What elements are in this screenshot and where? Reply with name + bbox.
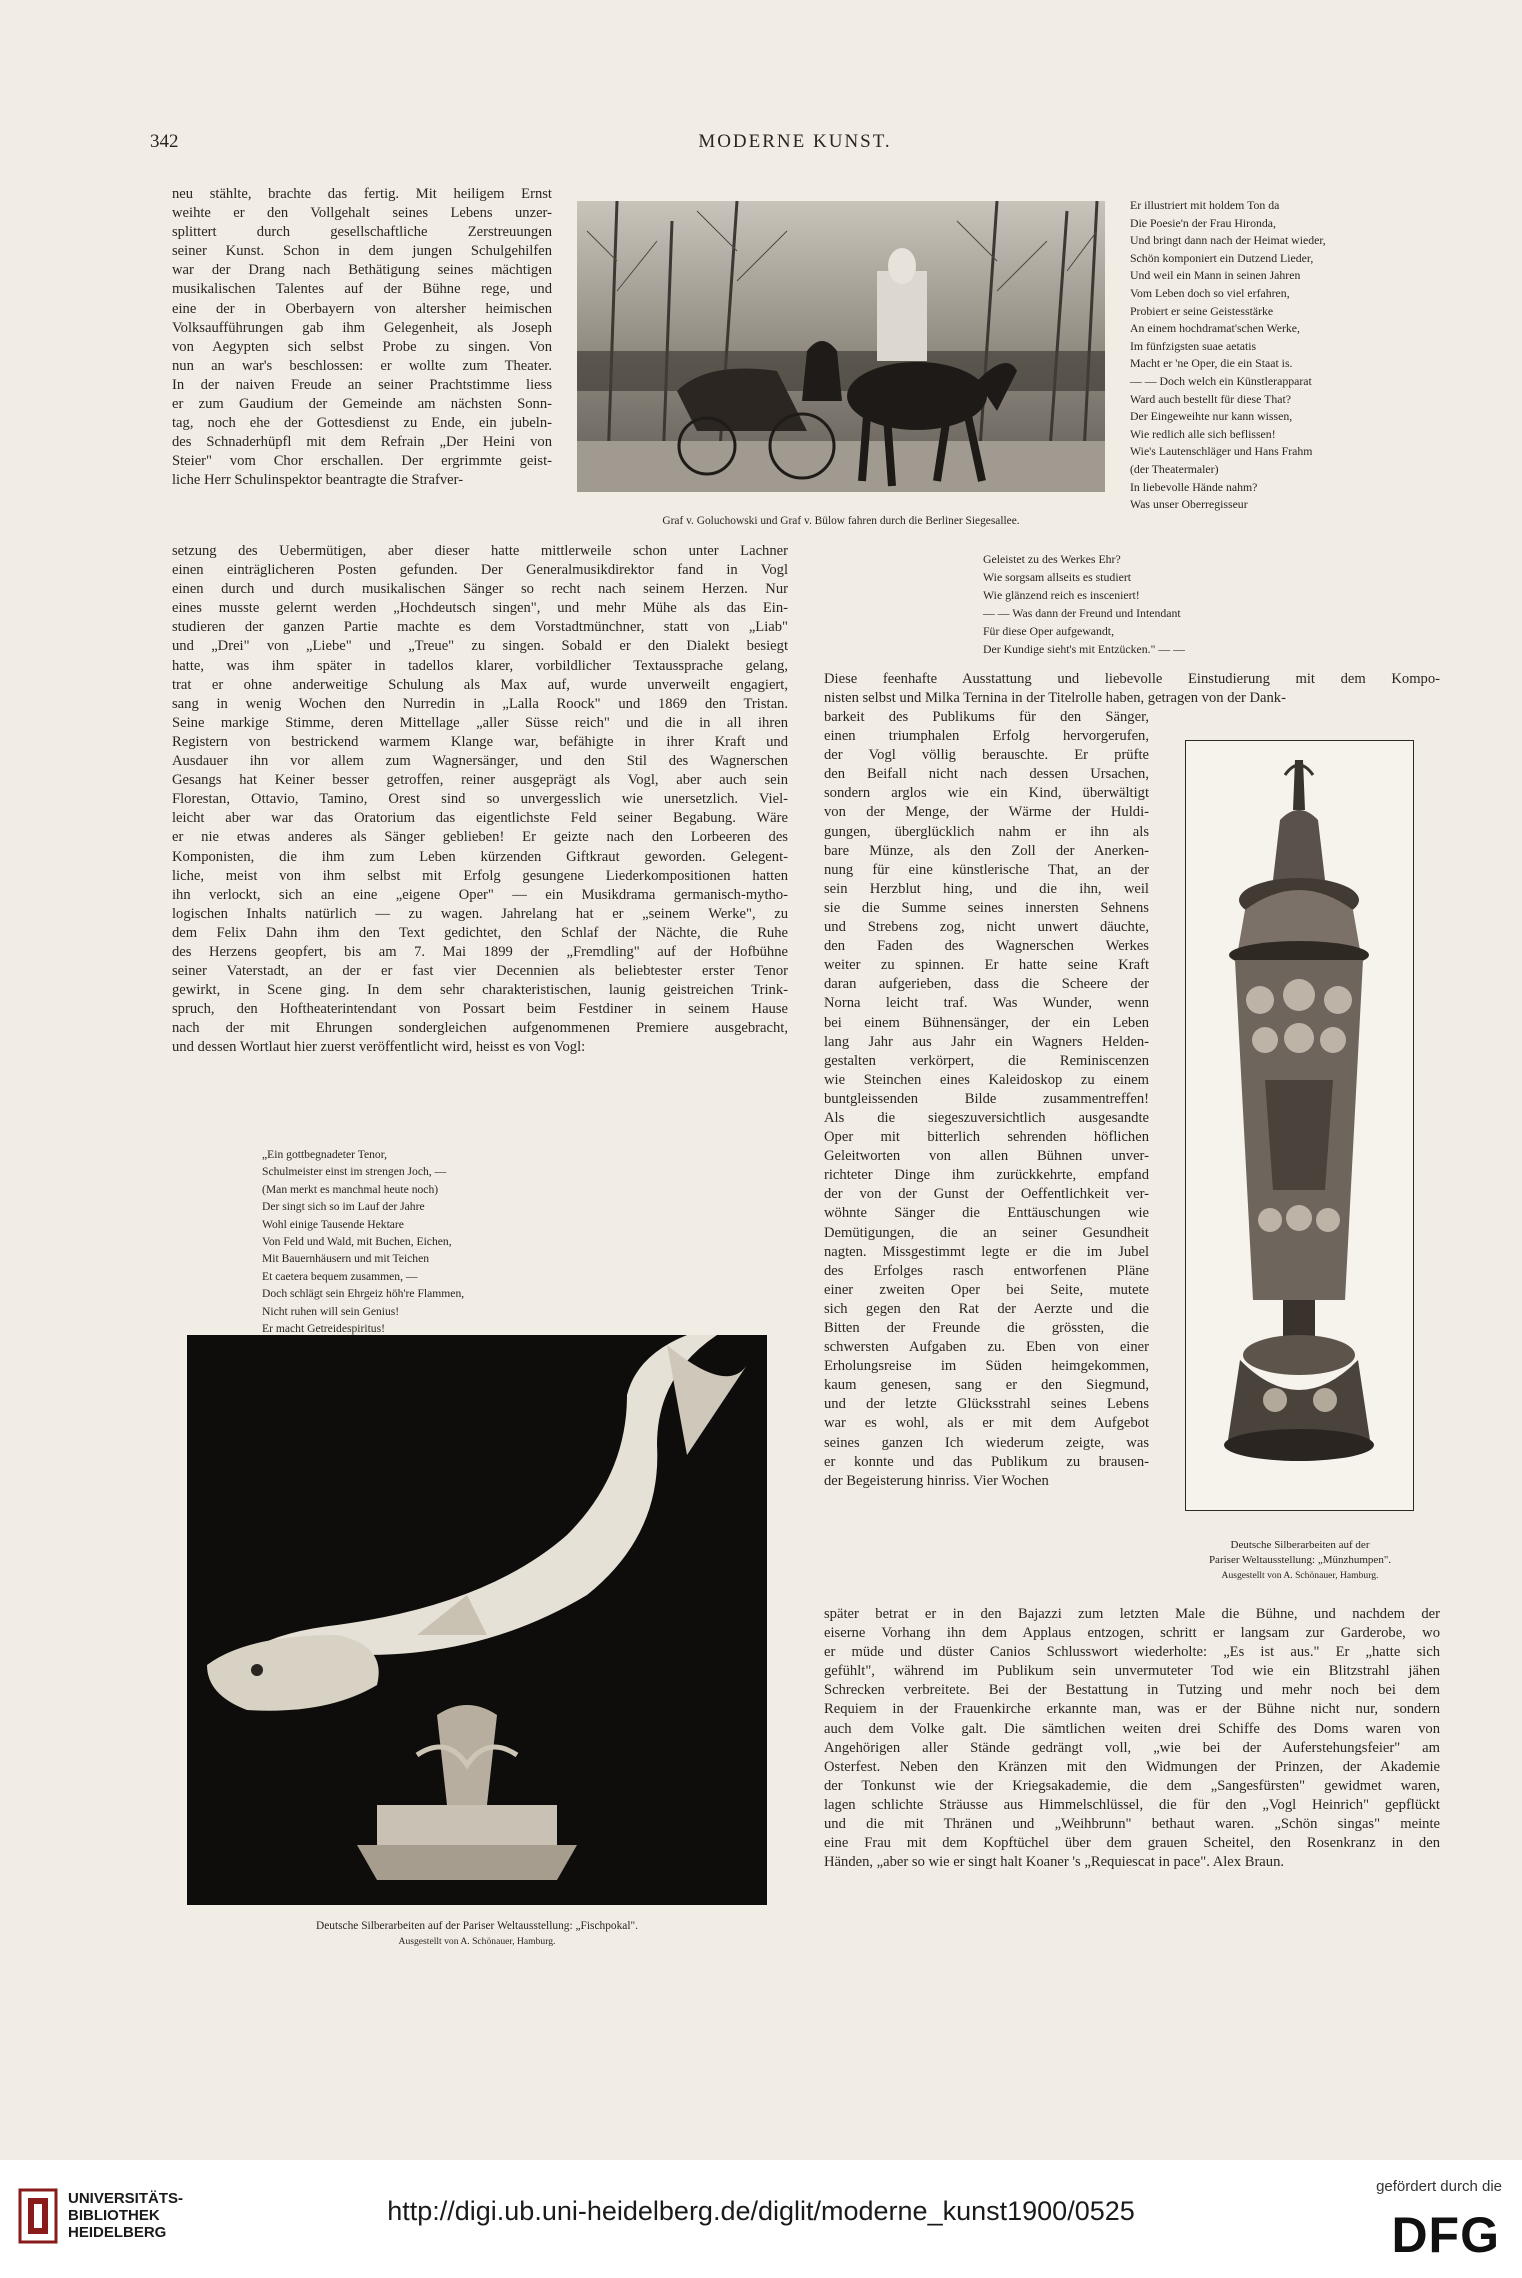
- goblet-illustration: [1185, 740, 1414, 1511]
- page-header: [150, 131, 1440, 161]
- text-line: eine der in Oberbayern von altersher heimischen: [172, 300, 552, 317]
- text-line: er nie etwas anderes als Sänger geblieben! Er geizte nach den Lorbeeren des: [172, 829, 788, 846]
- dfg-logo: DFG: [1391, 2207, 1500, 2263]
- text-line: Wohl einige Tausende Hektare: [262, 1217, 404, 1231]
- text-line: und dessen Wortlaut hier zuerst veröffentlicht wird, heisst es von Vogl:: [172, 1039, 586, 1056]
- text-line: einen einträglicheren Posten gefunden. Der Generalmusikdirektor fand in Vogl: [172, 562, 788, 579]
- text-line: neu stählte, brachte das fertig. Mit heiligem Ernst: [172, 186, 552, 202]
- poem-right-top: [1130, 197, 1430, 514]
- text-line: Diese feenhafte Ausstattung und liebevolle Einstudierung mit dem Kompo-: [824, 671, 1440, 687]
- photo-carriage-caption: Graf v. Goluchowski und Graf v. Bülow fahren durch die Berliner Siegesallee.: [662, 515, 1020, 527]
- text-line: von Aegypten sich selbst Probe zu singen. Von: [172, 338, 552, 355]
- library-line2: BIBLIOTHEK: [68, 2207, 160, 2224]
- text-line: den Beifall nicht nach dessen Ursachen,: [824, 766, 1149, 783]
- text-line: sang in wenig Wochen den Nurredin in „Lalla Roock" und 1869 den Tristan.: [172, 695, 788, 712]
- text-line: Registern von bestrickend warmem Klange war, befähigte in ihrer Kraft und: [172, 733, 788, 750]
- text-line: Nicht ruhen will sein Genius!: [262, 1304, 400, 1318]
- text-line: seiner Kunst. Schon in dem jungen Schulgehilfen: [172, 243, 552, 260]
- text-line: Und bringt dann nach der Heimat wieder,: [1130, 233, 1326, 248]
- text-line: Volksaufführungen gab ihm Gelegenheit, als Joseph: [172, 319, 552, 336]
- text-line: Die Poesie'n der Frau Hironda,: [1130, 215, 1276, 230]
- library-line3: HEIDELBERG: [68, 2224, 167, 2241]
- text-line: Requiem in der Frauenkirche erkannte man, was er der Bühne nicht nur, sondern: [824, 1701, 1440, 1718]
- text-line: studieren der ganzen Partie machte es dem Vorstadtmünchner, statt von „Liab": [172, 619, 788, 636]
- funding-label: gefördert durch die: [1376, 2178, 1502, 2195]
- text-line: splittert durch gesellschaftliche Zerstreuungen: [172, 224, 552, 241]
- text-line: In der naiven Freude an seiner Prachtstimme liess: [172, 376, 552, 393]
- text-line: Demütigungen, die an seiner Gesundheit: [824, 1224, 1149, 1241]
- text-line: hatte, was ihm später in tadellos klarer, vorbildlicher Textaussprache gelang,: [172, 657, 788, 674]
- text-line: nun an war's beschlossen: er wollte zum Theater.: [172, 357, 552, 374]
- goblet-caption-line2: Pariser Weltausstellung: „Münzhumpen".: [1208, 1554, 1392, 1566]
- text-line: der Vogl völlig berauschte. Er prüfte: [824, 747, 1149, 764]
- text-line: Wie redlich alle sich beflissen!: [1130, 426, 1276, 441]
- text-line: den Faden des Wagnerschen Werkes: [824, 938, 1149, 955]
- text-line: Händen, „aber so wie er singt halt Koaner 's „Requiescat in pace". Alex Braun.: [824, 1854, 1285, 1871]
- source-url-link[interactable]: http://digi.ub.uni-heidelberg.de/diglit/moderne_kunst1900/0525: [387, 2196, 1135, 2226]
- text-line: setzung des Uebermütigen, aber dieser hatte mittlerweile schon unter Lachner: [172, 543, 788, 559]
- text-line: Als die siegeszuversichtlich ausgesandte: [824, 1109, 1149, 1126]
- text-line: und „Drei" von „Liebe" und „Treue" zu singen. Sobald er den Dialekt besiegt: [172, 638, 788, 655]
- text-line: logischen Inhalts natürlich — zu wagen. Jahrelang hat er „seinem Werke", zu: [172, 905, 788, 922]
- text-line: Für diese Oper aufgewandt,: [983, 624, 1115, 638]
- column-left-top: [172, 185, 552, 491]
- text-line: musikalischen Talentes auf der Bühne rege, und: [172, 281, 552, 298]
- text-line: war der Drang nach Bethätigung seines mächtigen: [172, 262, 552, 279]
- column-left-wide: [172, 542, 788, 1058]
- text-line: eiserne Vorhang ihn dem Applaus entzogen, schritt er langsam zur Garderobe, wo: [824, 1625, 1440, 1642]
- text-line: — — Doch welch ein Künstlerapparat: [1130, 373, 1312, 388]
- text-line: sie die Summe seines innersten Sehnens: [824, 899, 1149, 916]
- text-line: bei einem Bühnensänger, der ein Leben: [824, 1014, 1149, 1031]
- column-right-wide-top: [824, 670, 1440, 708]
- text-line: Wie sorgsam allseits es studiert: [983, 570, 1132, 584]
- text-line: gefühlt", während im Publikum sein unvermuteter Tod wie ein Blitzstrahl jähen: [824, 1663, 1440, 1680]
- goblet-caption-line3: Ausgestellt von A. Schönauer, Hamburg.: [1221, 1570, 1379, 1581]
- text-line: „Ein gottbegnadeter Tenor,: [262, 1148, 388, 1161]
- text-line: liche Herr Schulinspektor beantragte die Strafver-: [172, 472, 464, 489]
- text-line: Osterfest. Neben den Kränzen mit den Widmungen der Prinzen, der Akademie: [824, 1758, 1440, 1775]
- text-line: schwersten Aufgaben zu. Eben von einer: [824, 1339, 1149, 1356]
- text-line: einen durch und durch musikalischen Sänger so recht nach seinem Herzen. Nur: [172, 581, 788, 598]
- photo-goblet: [1185, 740, 1414, 1511]
- text-line: seiner Vaterstadt, an der er fast vier Decennien als beliebtester erster Tenor: [172, 963, 788, 980]
- text-line: gestalten verkörpert, die Reminiscenzen: [824, 1052, 1149, 1069]
- text-line: daran aufgerieben, dass die Scheere der: [824, 976, 1149, 993]
- text-line: Erholungsreise im Süden heimgekommen,: [824, 1358, 1149, 1375]
- text-line: buntgleissenden Bilde zusammentreffen!: [824, 1090, 1149, 1107]
- text-line: Von Feld und Wald, mit Buchen, Eichen,: [262, 1235, 452, 1249]
- column-right-narrow: [824, 708, 1149, 1491]
- text-line: des Erfolges rasch entworfenen Pläne: [824, 1262, 1149, 1279]
- text-line: kaum genesen, sang er den Siegmund,: [824, 1377, 1149, 1394]
- text-line: tag, noch ehe der Gottesdienst zu Ende, ein jubeln-: [172, 415, 552, 432]
- text-line: Komponisten, die ihm zum Leben kürzenden Giftkraut geworden. Gelegent-: [172, 848, 788, 865]
- text-line: eines musste gelernt werden „Hochdeutsch singen", und mehr Mühe als das Ein-: [172, 600, 788, 617]
- text-line: er zum Gaudium der Gemeinde am nächsten Sonn-: [172, 396, 552, 413]
- text-line: einer zweiten Oper bei Seite, mutete: [824, 1281, 1149, 1298]
- text-line: sein Herzblut hing, und die ihn, weil: [824, 880, 1149, 897]
- footer-bar: [0, 2160, 1522, 2278]
- text-line: seines ganzen Ich wiederum zeigte, was: [824, 1434, 1149, 1451]
- text-line: Wie's Lautenschläger und Hans Frahm: [1130, 444, 1313, 459]
- text-line: (Man merkt es manchmal heute noch): [262, 1182, 439, 1196]
- photo-goblet-caption: [1165, 1538, 1435, 1583]
- photo-fish: [187, 1335, 767, 1905]
- text-line: nach der mit Ehrungen sondergleichen aufgenommenen Premiere ausgebracht,: [172, 1020, 788, 1037]
- text-line: Der Kundige sieht's mit Entzücken." — —: [983, 642, 1185, 656]
- photo-fish-caption: [187, 1919, 767, 1949]
- text-line: Und weil ein Mann in seinen Jahren: [1130, 268, 1301, 283]
- text-line: bare Münze, als den Zoll der Anerken-: [824, 842, 1149, 859]
- fish-caption-line2: Ausgestellt von A. Schönauer, Hamburg.: [398, 1936, 556, 1947]
- text-line: er müde und düster Canios Schlusswort wiederholte: „Es ist aus." Er „hatte sich: [824, 1644, 1440, 1661]
- text-line: eine Frau mit dem Kopftüchel über dem grauen Scheitel, den Rosenkranz in den: [824, 1835, 1440, 1852]
- fish-illustration: [187, 1335, 767, 1905]
- text-line: Geleistet zu des Werkes Ehr?: [983, 552, 1121, 566]
- text-line: Was unser Oberregisseur: [1130, 497, 1248, 512]
- text-line: weiter zu spinnen. Er hatte seine Kraft: [824, 957, 1149, 974]
- text-line: auch dem Volke galt. Die sämtlichen weiten drei Schiffe des Doms waren von: [824, 1720, 1440, 1737]
- text-line: Ward auch bestellt für diese That?: [1130, 391, 1291, 406]
- text-line: Wie glänzend reich es insceniert!: [983, 588, 1140, 602]
- fish-caption-line1: Deutsche Silberarbeiten auf der Pariser Weltausstellung: „Fischpokal".: [315, 1920, 639, 1932]
- text-line: der von der Gunst der Oeffentlichkeit ver-: [824, 1186, 1149, 1203]
- library-line1: UNIVERSITÄTS-: [68, 2190, 184, 2207]
- text-line: der Begeisterung hinriss. Vier Wochen: [824, 1472, 1049, 1489]
- text-line: gewirkt, in Scene ging. In dem sehr charakteristischen, launig geistreichen Trink-: [172, 982, 788, 999]
- text-line: war es wohl, als er mit dem Aufgebot: [824, 1415, 1149, 1432]
- text-line: weihte er den Vollgehalt seines Lebens unzer-: [172, 205, 552, 222]
- text-line: der Tonkunst wie der Kriegsakademie, die dem „Sangesfürsten" gewidmet waren,: [824, 1777, 1440, 1794]
- photo-carriage: [577, 201, 1105, 492]
- text-line: von der Menge, der Wärme der Huldi-: [824, 804, 1149, 821]
- text-line: leicht aber war das Oratorium das eigentlichste Feld seiner Begabung. Wäre: [172, 810, 788, 827]
- text-line: Angehörigen aller Stände gedrängt voll, „wie bei der Auferstehungsfeier" am: [824, 1739, 1440, 1756]
- text-line: Schulmeister einst im strengen Joch, —: [262, 1165, 447, 1179]
- text-line: Geleitworten von allen Bühnen unver-: [824, 1148, 1149, 1165]
- text-line: einen triumphalen Erfolg hervorgerufen,: [824, 728, 1149, 745]
- text-line: Bitten der Freunde die grössten, die: [824, 1320, 1149, 1336]
- text-line: Der Eingeweihte nur kann wissen,: [1130, 409, 1293, 424]
- text-line: lagen schlichte Sträusse aus Himmelschlüssel, die für den „Vogl Heinrich" gepflückt: [824, 1796, 1440, 1813]
- text-line: wöhnte Sänger die Enttäuschungen wie: [824, 1205, 1149, 1222]
- text-line: Mit Bauernhäusern und mit Teichen: [262, 1252, 430, 1266]
- text-line: In liebevolle Hände nahm?: [1130, 479, 1258, 494]
- text-line: dem Felix Dahn ihm den Text gedichtet, den Schlaf der Nächte, die Ruhe: [172, 924, 788, 941]
- text-line: Er illustriert mit holdem Ton da: [1130, 198, 1280, 212]
- text-line: (der Theatermaler): [1130, 461, 1219, 476]
- text-line: nung für eine künstlerische That, an der: [824, 861, 1149, 878]
- text-line: Gesangs hat Keiner besser getroffen, reiner ausgeprägt als Vogl, aber auch sein: [172, 772, 788, 789]
- text-line: Ausdauer ihn vor allem zum Wagnersänger, und den Stil des Wagnerschen: [172, 753, 788, 770]
- column-right-bottom: [824, 1605, 1440, 1872]
- text-line: Schrecken verbreitete. Bei der Bestattung in Tutzing und mehr noch bei dem: [824, 1682, 1440, 1699]
- text-line: Schön komponiert ein Dutzend Lieder,: [1130, 250, 1314, 265]
- text-line: An einem hochdramat'schen Werke,: [1130, 321, 1300, 336]
- text-line: und die mit Thränen und „Weihbrunn" bethaut waren. „Schön singas" meinte: [824, 1816, 1440, 1833]
- text-line: Probiert er seine Geistesstärke: [1130, 303, 1274, 318]
- text-line: Macht er 'ne Oper, die ein Staat is.: [1130, 356, 1293, 371]
- text-line: Im fünfzigsten suae aetatis: [1130, 338, 1257, 353]
- text-line: des Schnaderhüpfl mit dem Refrain „Der Heini von: [172, 434, 552, 451]
- text-line: Florestan, Ottavio, Tamino, Orest sind so unvergesslich wie unersetzlich. Viel-: [172, 791, 788, 808]
- running-head: MODERNE KUNST.: [698, 131, 892, 152]
- text-line: barkeit des Publikums für den Sänger,: [824, 709, 1149, 725]
- text-line: wie Steinchen eines Kaleidoskop zu einem: [824, 1071, 1149, 1088]
- text-line: gungen, überglücklich nahm er ihn als: [824, 823, 1149, 840]
- text-line: — — Was dann der Freund und Intendant: [983, 606, 1181, 620]
- text-line: Der singt sich so im Lauf der Jahre: [262, 1200, 425, 1214]
- carriage-illustration: [577, 201, 1105, 492]
- text-line: und der letzte Glücksstrahl seines Lebens: [824, 1396, 1149, 1413]
- text-line: liche, meist von ihm selbst mit Erfolg gesungene Liederkompositionen hatten: [172, 867, 788, 884]
- text-line: Steier" vom Chor erschallen. Der ergrimmte geist-: [172, 453, 552, 470]
- text-line: Oper mit bitterlich sehrenden höflichen: [824, 1129, 1149, 1146]
- text-line: sondern arglos wie ein Kind, überwältigt: [824, 785, 1149, 802]
- page-number: 342: [150, 131, 179, 152]
- text-line: trat er ohne anderweitige Schulung als Max auf, wurde unverweilt engagiert,: [172, 676, 788, 693]
- text-line: später betrat er in den Bajazzi zum letzten Male die Bühne, und nachdem der: [824, 1606, 1440, 1622]
- text-line: Er macht Getreidespiritus!: [262, 1322, 385, 1336]
- text-line: er konnte und das Publikum zu brausen-: [824, 1453, 1149, 1470]
- text-line: Doch schlägt sein Ehrgeiz höh're Flammen,: [262, 1287, 465, 1301]
- goblet-caption-line1: Deutsche Silberarbeiten auf der: [1230, 1539, 1370, 1551]
- text-line: richteter Dinge ihm zurückkehrte, empfand: [824, 1167, 1149, 1184]
- text-line: und Strebens zog, nicht unwert däuchte,: [824, 919, 1149, 936]
- text-line: lang Jahr aus Jahr ein Wagners Helden-: [824, 1033, 1149, 1050]
- poem-mid: [983, 550, 1283, 658]
- text-line: sich gegen den Rat der Aerzte und die: [824, 1300, 1149, 1317]
- text-line: nisten selbst und Milka Ternina in der Titelrolle haben, getragen von der Dank-: [824, 690, 1286, 707]
- text-line: Seine markige Stimme, deren Mittellage „aller Süsse reich" und die in all ihren: [172, 714, 788, 731]
- text-line: Vom Leben doch so viel erfahren,: [1130, 285, 1290, 300]
- text-line: ihn verlockt, sich an eine „eigene Oper" — ein Musikdrama germanisch-mytho-: [172, 886, 788, 903]
- text-line: nagten. Missgestimmt legte er die im Jubel: [824, 1243, 1149, 1260]
- text-line: Et caetera bequem zusammen, —: [262, 1269, 418, 1283]
- text-line: des Herzens geopfert, bis am 7. Mai 1899 der „Fremdling" auf der Hofbühne: [172, 943, 788, 960]
- text-line: Norna leicht traf. Was Wunder, wenn: [824, 995, 1149, 1012]
- text-line: spruch, den Hoftheaterintendant von Possart beim Festdiner in seinem Hause: [172, 1001, 788, 1018]
